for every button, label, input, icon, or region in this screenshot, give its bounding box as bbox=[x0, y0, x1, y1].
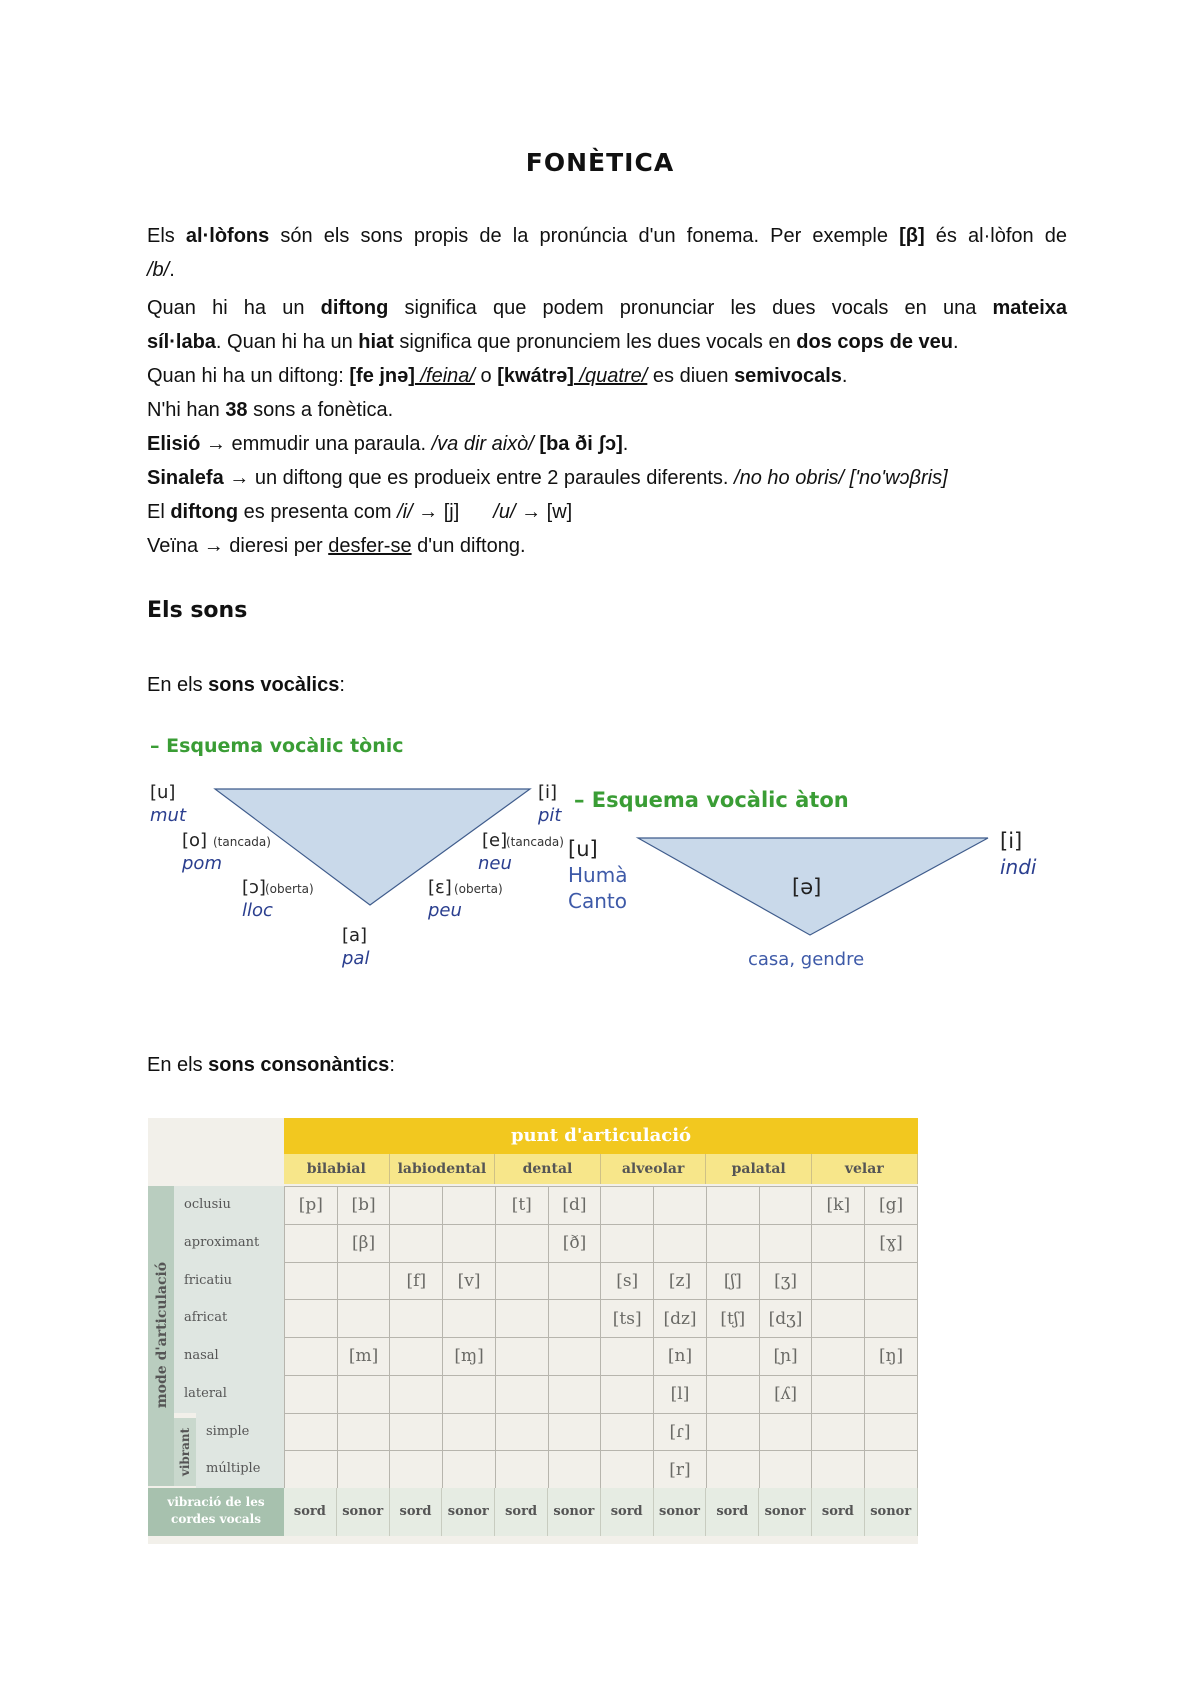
paragraph-diftong-presenta bbox=[147, 495, 1067, 529]
vocalic-intro bbox=[147, 668, 1067, 702]
text: es diuen bbox=[647, 365, 735, 387]
consonant-cell: [ts] bbox=[601, 1300, 654, 1338]
consonant-cell bbox=[548, 1451, 601, 1489]
tonic-i-word: pit bbox=[538, 805, 562, 826]
consonant-cell bbox=[548, 1413, 601, 1451]
consonant-table bbox=[148, 1118, 918, 1544]
consonant-cell bbox=[337, 1451, 390, 1489]
consonant-cell bbox=[706, 1224, 759, 1262]
consonant-cell bbox=[495, 1338, 548, 1376]
tonic-o-word: pom bbox=[182, 853, 222, 874]
consonant-cell: [m] bbox=[337, 1338, 390, 1376]
term-allofons: al·lòfons bbox=[185, 225, 270, 247]
consonant-cell: [ʎ] bbox=[759, 1375, 812, 1413]
paragraph-sinalefa bbox=[147, 461, 1087, 495]
place-header-velar: velar bbox=[812, 1154, 918, 1184]
period: . bbox=[622, 433, 629, 455]
consonant-cell bbox=[759, 1187, 812, 1225]
vibration-cell-sonor: sonor bbox=[654, 1488, 707, 1536]
consonant-cell: [s] bbox=[601, 1262, 654, 1300]
consonant-cell bbox=[285, 1338, 338, 1376]
paragraph-diftong bbox=[147, 291, 1067, 325]
consonant-cell: [r] bbox=[654, 1451, 707, 1489]
phoneme-b: /b/ bbox=[147, 259, 170, 281]
vowel-triangles bbox=[140, 725, 1060, 985]
consonant-cell bbox=[337, 1300, 390, 1338]
consonant-cell: [b] bbox=[337, 1187, 390, 1225]
atonic-i: [i] bbox=[1000, 829, 1023, 853]
vibration-cell-sonor: sonor bbox=[865, 1488, 918, 1536]
ipa-elisio: [ba ði ʃɔ] bbox=[533, 433, 623, 455]
tonic-open-o-word: lloc bbox=[242, 900, 273, 921]
section-title: Els sons bbox=[147, 598, 248, 623]
period: . bbox=[841, 365, 848, 387]
consonant-cell bbox=[285, 1413, 338, 1451]
consonant-cell bbox=[443, 1187, 496, 1225]
text: Quan hi ha un diftong: bbox=[147, 365, 350, 387]
table-row bbox=[285, 1224, 918, 1262]
table-row bbox=[285, 1413, 918, 1451]
consonant-cell bbox=[285, 1451, 338, 1489]
consonant-cell bbox=[390, 1224, 443, 1262]
consonant-cell bbox=[548, 1375, 601, 1413]
consonant-cell bbox=[812, 1375, 865, 1413]
consonant-cell bbox=[759, 1224, 812, 1262]
consonant-cell bbox=[390, 1451, 443, 1489]
consonant-cell bbox=[495, 1413, 548, 1451]
row-label-africat: africat bbox=[174, 1299, 284, 1337]
vibration-cell-sonor: sonor bbox=[548, 1488, 601, 1536]
consonant-cell bbox=[495, 1375, 548, 1413]
paragraph-semivocals bbox=[147, 359, 1067, 393]
vibration-cell-sonor: sonor bbox=[442, 1488, 495, 1536]
consonant-cell bbox=[812, 1224, 865, 1262]
consonant-cell: [dz] bbox=[654, 1300, 707, 1338]
consonant-cell bbox=[337, 1262, 390, 1300]
table-row bbox=[285, 1300, 918, 1338]
consonant-cell bbox=[548, 1300, 601, 1338]
mode-label: mode d'articulació bbox=[154, 1261, 170, 1409]
word-feina: /feina/ bbox=[414, 365, 475, 387]
phoneme-u: /u/ bbox=[493, 501, 516, 523]
example-va-dir-aixo: /va dir això/ bbox=[431, 433, 534, 455]
place-header-palatal: palatal bbox=[706, 1154, 812, 1184]
consonant-cell bbox=[706, 1338, 759, 1376]
row-label-simple: simple bbox=[196, 1413, 284, 1451]
example-no-ho-obris: /no ho obris/ ['no'wɔβris] bbox=[734, 467, 948, 489]
consonant-cell: [ʃ] bbox=[706, 1262, 759, 1300]
consonant-cell bbox=[495, 1224, 548, 1262]
ipa-feina: [fe jnə] bbox=[349, 365, 415, 387]
consonant-cell bbox=[601, 1338, 654, 1376]
consonant-cell: [t] bbox=[495, 1187, 548, 1225]
table-row bbox=[285, 1338, 918, 1376]
text: : bbox=[389, 1054, 395, 1076]
tonic-o: [o] bbox=[182, 830, 208, 851]
consonant-cell bbox=[865, 1413, 918, 1451]
atonic-u-word-1: Humà bbox=[568, 863, 628, 887]
consonant-cell: [p] bbox=[285, 1187, 338, 1225]
text: o bbox=[474, 365, 498, 387]
consonant-cell bbox=[337, 1413, 390, 1451]
page-title: FONÈTICA bbox=[525, 148, 675, 177]
text: N'hi han bbox=[147, 399, 226, 421]
consonant-cell bbox=[443, 1413, 496, 1451]
vibration-cell-sord: sord bbox=[390, 1488, 443, 1536]
consonant-cell bbox=[495, 1451, 548, 1489]
term-diftong: diftong bbox=[320, 297, 389, 319]
consonant-cell bbox=[601, 1451, 654, 1489]
row-label-aproximant: aproximant bbox=[174, 1224, 284, 1262]
consonant-cell bbox=[759, 1413, 812, 1451]
text: El bbox=[147, 501, 171, 523]
consonant-cell: [ð] bbox=[548, 1224, 601, 1262]
place-header-labiodental: labiodental bbox=[390, 1154, 496, 1184]
atonic-schwa-word: casa, gendre bbox=[748, 949, 865, 970]
text: sons a fonètica. bbox=[247, 399, 394, 421]
consonant-cell bbox=[654, 1224, 707, 1262]
vibration-label-line-2: cordes vocals bbox=[171, 1512, 261, 1526]
consonant-cell bbox=[865, 1375, 918, 1413]
place-header-bilabial: bilabial bbox=[284, 1154, 390, 1184]
paragraph-veina bbox=[147, 529, 1067, 563]
tonic-i: [i] bbox=[538, 782, 558, 803]
consonant-cell bbox=[654, 1187, 707, 1225]
text: són els sons propis de la pronúncia d'un fonema. Per exemple bbox=[269, 225, 900, 247]
consonant-cell bbox=[601, 1375, 654, 1413]
consonant-cell bbox=[285, 1375, 338, 1413]
tonic-open-o: [ɔ] bbox=[242, 877, 266, 898]
consonant-cell bbox=[865, 1262, 918, 1300]
consonant-cell: [ɲ] bbox=[759, 1338, 812, 1376]
ipa-quatre: [kwátrə] bbox=[497, 365, 574, 387]
consonant-cell bbox=[865, 1300, 918, 1338]
tonic-e-word: neu bbox=[478, 853, 512, 874]
text: Veïna → dieresi per bbox=[147, 535, 329, 557]
row-label-oclusiu: oclusiu bbox=[174, 1186, 284, 1224]
table-row bbox=[285, 1187, 918, 1225]
term-mateixa: mateixa bbox=[992, 297, 1067, 319]
vibration-cell-sord: sord bbox=[706, 1488, 759, 1536]
term-hiat: hiat bbox=[358, 331, 394, 353]
table-row bbox=[285, 1262, 918, 1300]
consonant-cell bbox=[601, 1187, 654, 1225]
consonant-cell: [tʃ] bbox=[706, 1300, 759, 1338]
consonant-cell bbox=[285, 1300, 338, 1338]
consonant-cell bbox=[443, 1375, 496, 1413]
tonic-e-note: (tancada) bbox=[506, 835, 564, 849]
consonant-cell: [f] bbox=[390, 1262, 443, 1300]
consonant-grid bbox=[284, 1186, 918, 1489]
consonant-cell bbox=[812, 1300, 865, 1338]
consonant-cell: [ŋ] bbox=[865, 1338, 918, 1376]
text: En els bbox=[147, 1054, 209, 1076]
period: . bbox=[169, 259, 175, 281]
consonant-cell: [dʒ] bbox=[759, 1300, 812, 1338]
consonant-cell: [l] bbox=[654, 1375, 707, 1413]
vibration-cell-sonor: sonor bbox=[337, 1488, 390, 1536]
paragraph-38-sons bbox=[147, 393, 1067, 427]
text: → emmudir una paraula. bbox=[200, 433, 432, 455]
ipa-j: → [j] bbox=[412, 501, 460, 523]
consonant-cell bbox=[812, 1451, 865, 1489]
text: Els bbox=[147, 225, 186, 247]
text: En els bbox=[147, 674, 209, 696]
tonic-a-word: pal bbox=[342, 948, 370, 969]
vibration-cell-sord: sord bbox=[812, 1488, 865, 1536]
term-sons-consonantics: sons consonàntics bbox=[208, 1054, 390, 1076]
paragraph-allofons bbox=[147, 219, 1067, 253]
table-header-punt: punt d'articulació bbox=[284, 1118, 918, 1154]
row-label-fricatiu: fricatiu bbox=[174, 1262, 284, 1300]
text: → un diftong que es produeix entre 2 paraules diferents. bbox=[223, 467, 735, 489]
term-semivocals: semivocals bbox=[734, 365, 842, 387]
paragraph-hiat bbox=[147, 325, 1067, 359]
consonant-cell bbox=[706, 1413, 759, 1451]
place-header-alveolar: alveolar bbox=[601, 1154, 707, 1184]
row-label-mltiple: múltiple bbox=[196, 1450, 284, 1488]
tonic-title: – Esquema vocàlic tònic bbox=[150, 735, 404, 757]
term-sinalefa: Sinalefa bbox=[147, 467, 224, 489]
row-label-nasal: nasal bbox=[174, 1337, 284, 1375]
vowel-schemes bbox=[140, 725, 1060, 985]
term-sillaba: síl·laba bbox=[147, 331, 216, 353]
consonant-cell bbox=[390, 1338, 443, 1376]
atonic-title: – Esquema vocàlic àton bbox=[574, 788, 849, 812]
vibration-cell-sord: sord bbox=[495, 1488, 548, 1536]
tonic-o-note: (tancada) bbox=[213, 835, 271, 849]
word-desfer-se: desfer-se bbox=[328, 535, 412, 557]
consonant-cell: [z] bbox=[654, 1262, 707, 1300]
consonant-cell bbox=[390, 1375, 443, 1413]
vibrant-label: vibrant bbox=[178, 1427, 192, 1477]
vibration-cell-sord: sord bbox=[601, 1488, 654, 1536]
text: és al·lòfon de bbox=[924, 225, 1067, 247]
tonic-open-o-note: (oberta) bbox=[265, 882, 314, 896]
ipa-beta: [β] bbox=[899, 225, 925, 247]
consonant-cell bbox=[812, 1338, 865, 1376]
ipa-w: → [w] bbox=[515, 501, 573, 523]
text: es presenta com bbox=[238, 501, 398, 523]
consonant-cell bbox=[390, 1187, 443, 1225]
term-elisio: Elisió bbox=[147, 433, 201, 455]
consonant-cell bbox=[601, 1413, 654, 1451]
consonant-cell bbox=[495, 1262, 548, 1300]
vibration-label-line-1: vibració de les bbox=[167, 1495, 265, 1509]
vibration-cell-sonor: sonor bbox=[759, 1488, 812, 1536]
word-quatre: /quatre/ bbox=[573, 365, 648, 387]
text: d'un diftong. bbox=[411, 535, 526, 557]
consonant-cell bbox=[812, 1413, 865, 1451]
consonant-cell: [k] bbox=[812, 1187, 865, 1225]
tonic-e: [e] bbox=[482, 830, 508, 851]
consonant-cell bbox=[443, 1451, 496, 1489]
term-sons-vocalics: sons vocàlics bbox=[208, 674, 340, 696]
tonic-a: [a] bbox=[342, 925, 368, 946]
consonant-cell bbox=[337, 1375, 390, 1413]
text: significa que pronunciem les dues vocals en bbox=[393, 331, 797, 353]
vibrant-sidebar bbox=[174, 1418, 196, 1486]
consonant-cell bbox=[759, 1451, 812, 1489]
consonant-cell: [ɣ] bbox=[865, 1224, 918, 1262]
text: Quan hi ha un bbox=[147, 297, 321, 319]
consonant-cell: [g] bbox=[865, 1187, 918, 1225]
consonant-cell bbox=[706, 1187, 759, 1225]
table-row bbox=[285, 1375, 918, 1413]
tonic-u: [u] bbox=[150, 782, 176, 803]
text: . Quan hi ha un bbox=[215, 331, 359, 353]
consonant-cell bbox=[443, 1300, 496, 1338]
consonant-cell bbox=[390, 1413, 443, 1451]
consonant-cell bbox=[548, 1262, 601, 1300]
period: . bbox=[952, 331, 959, 353]
table-row bbox=[285, 1451, 918, 1489]
text: significa que podem pronunciar les dues vocals en una bbox=[388, 297, 993, 319]
consonant-cell bbox=[495, 1300, 548, 1338]
consonant-cell: [β] bbox=[337, 1224, 390, 1262]
phoneme-i: /i/ bbox=[397, 501, 413, 523]
consonant-cell bbox=[706, 1375, 759, 1413]
term-dos-cops: dos cops de veu bbox=[796, 331, 953, 353]
consonant-cell bbox=[285, 1262, 338, 1300]
consonant-cell bbox=[443, 1224, 496, 1262]
consonant-cell bbox=[706, 1451, 759, 1489]
atonic-u: [u] bbox=[568, 837, 598, 861]
consonant-cell: [d] bbox=[548, 1187, 601, 1225]
tonic-u-word: mut bbox=[150, 805, 186, 826]
atonic-i-word: indi bbox=[1000, 855, 1037, 879]
consonant-cell bbox=[390, 1300, 443, 1338]
place-header-dental: dental bbox=[495, 1154, 601, 1184]
text: : bbox=[339, 674, 345, 696]
consonant-cell: [v] bbox=[443, 1262, 496, 1300]
tonic-open-e: [ɛ] bbox=[428, 877, 452, 898]
term-diftong: diftong bbox=[170, 501, 239, 523]
consonant-cell bbox=[812, 1262, 865, 1300]
tonic-open-e-word: peu bbox=[428, 900, 462, 921]
consonant-cell: [ɾ] bbox=[654, 1413, 707, 1451]
vibration-label bbox=[148, 1488, 284, 1536]
row-label-lateral: lateral bbox=[174, 1375, 284, 1413]
consonant-cell bbox=[285, 1224, 338, 1262]
consonant-cell bbox=[865, 1451, 918, 1489]
consonant-cell: [ɱ] bbox=[443, 1338, 496, 1376]
paragraph-allofons-end bbox=[147, 253, 1067, 287]
atonic-u-word-2: Canto bbox=[568, 889, 627, 913]
consonant-cell: [n] bbox=[654, 1338, 707, 1376]
consonant-cell bbox=[548, 1338, 601, 1376]
atonic-schwa: [ə] bbox=[792, 875, 822, 899]
consonant-cell: [ʒ] bbox=[759, 1262, 812, 1300]
paragraph-elisio bbox=[147, 427, 1067, 461]
tonic-open-e-note: (oberta) bbox=[454, 882, 503, 896]
consonant-intro bbox=[147, 1048, 1067, 1082]
number-38: 38 bbox=[225, 399, 248, 421]
vibration-cell-sord: sord bbox=[284, 1488, 337, 1536]
mode-sidebar bbox=[148, 1186, 174, 1486]
consonant-cell bbox=[601, 1224, 654, 1262]
